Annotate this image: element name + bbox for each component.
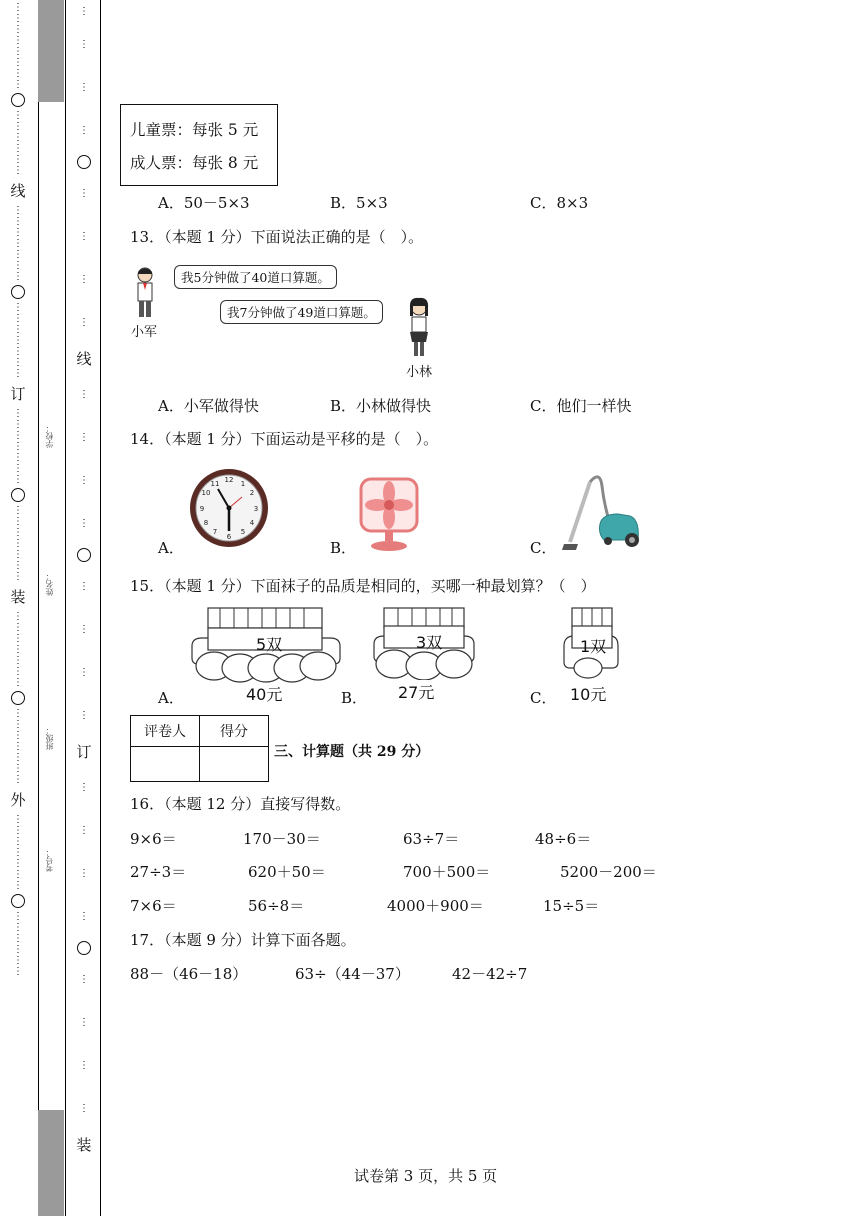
svg-text:10: 10 (201, 489, 211, 497)
q14-option-c: C． (530, 539, 557, 557)
socks-pack-3-label: 3双 (416, 633, 443, 652)
svg-text:12: 12 (224, 476, 234, 484)
svg-text:5: 5 (240, 528, 246, 536)
svg-text:2: 2 (249, 489, 255, 497)
girl-speech-bubble: 我7分钟做了49道口算题。 (220, 300, 383, 324)
q16-item: 48÷6＝ (535, 830, 592, 848)
q16-item: 63÷7＝ (403, 830, 460, 848)
class-field-label: 班级： (45, 726, 54, 750)
electric-fan-icon (358, 476, 420, 552)
q16-item: 27÷3＝ (130, 863, 187, 881)
binding-circle (11, 691, 25, 705)
q13-stem: 13．（本题 1 分）下面说法正确的是（ ）。 (130, 228, 424, 246)
q16-item: 9×6＝ (130, 830, 177, 848)
q15-option-a: A． (158, 689, 184, 707)
svg-text:8: 8 (203, 519, 209, 527)
ticket-price-box (120, 104, 278, 186)
inner-dotted-line: ⋮ ⋮ ⋮ ⋮ ⋮ ⋮ ⋮ ⋮ 线 ⋮ ⋮ ⋮ ⋮ ⋮ ⋮ ⋮ ⋮ 订 ⋮ ⋮ ⋮ ⋮ ⋮ ⋮ ⋮ ⋮ 装 (76, 6, 92, 1154)
boy-speech-bubble: 我5分钟做了40道口算题。 (174, 265, 337, 289)
boy-figure-icon (132, 266, 158, 322)
outer-dotted-line: ⋮ ⋮ ⋮ ⋮ ⋮ ⋮ ⋮ ⋮ ⋮ ⋮ ⋮ ⋮ ⋮ ⋮ 线 ⋮ ⋮ ⋮ ⋮ ⋮ ⋮ ⋮ ⋮ ⋮ ⋮ ⋮ ⋮ ⋮ ⋮ 订 ⋮ ⋮ ⋮ ⋮ ⋮ ⋮ ⋮ ⋮ ⋮ ⋮ ⋮ ⋮ ⋮ ⋮ 装 ⋮ ⋮ ⋮ ⋮ ⋮ ⋮ ⋮ ⋮ ⋮ ⋮ ⋮ ⋮ ⋮ ⋮ 外 ⋮ ⋮ ⋮ ⋮ ⋮ ⋮ ⋮ ⋮ ⋮ ⋮ ⋮ ⋮ ⋮ (10, 2, 26, 977)
binding-char: 订 (10, 385, 26, 403)
svg-text:6: 6 (226, 533, 232, 541)
q13-option-a: A．小军做得快 (158, 397, 259, 415)
section-3-title: 三、计算题（共 29 分） (274, 744, 430, 760)
boy-name: 小军 (131, 325, 158, 340)
clock-icon (188, 467, 270, 549)
svg-text:3: 3 (253, 505, 259, 513)
svg-text:7: 7 (212, 528, 218, 536)
binding-char: 装 (10, 588, 26, 606)
exam-number-field-label: 考号： (45, 848, 54, 872)
q17-item: 42－42÷7 (452, 965, 528, 983)
q14-stem: 14．（本题 1 分）下面运动是平移的是（ ）。 (130, 430, 439, 448)
q16-item: 700＋500＝ (403, 863, 491, 881)
binding-strip-fields (38, 0, 66, 1216)
girl-figure-icon (404, 296, 434, 360)
q16-stem: 16．（本题 12 分）直接写得数。 (130, 795, 351, 813)
svg-text:9: 9 (199, 505, 205, 513)
score-header: 得分 (200, 716, 269, 747)
q12-option-c: C．8×3 (530, 194, 589, 212)
q16-item: 7×6＝ (130, 897, 177, 915)
grader-header: 评卷人 (131, 716, 200, 747)
socks-pack-5-price: 40元 (246, 685, 283, 704)
q16-item: 620＋50＝ (248, 863, 326, 881)
socks-pack-1-label: 1双 (580, 637, 607, 656)
binding-char: 线 (10, 182, 26, 200)
q17-stem: 17．（本题 9 分）计算下面各题。 (130, 931, 356, 949)
svg-text:4: 4 (249, 519, 255, 527)
q16-item: 56÷8＝ (248, 897, 305, 915)
q15-option-c: C． (530, 689, 557, 707)
binding-char: 外 (10, 791, 26, 809)
score-cell[interactable] (200, 747, 269, 782)
q14-option-a: A． (158, 539, 184, 557)
q14-option-b: B． (330, 539, 357, 557)
page-footer: 试卷第 3 页，共 5 页 (354, 1167, 498, 1185)
vacuum-cleaner-icon (560, 474, 642, 552)
binding-char: 订 (76, 743, 92, 761)
socks-pack-5-label: 5双 (256, 635, 283, 654)
gray-block-bottom (38, 1110, 64, 1216)
q16-item: 4000＋900＝ (387, 897, 484, 915)
binding-strip-outer (0, 0, 36, 1216)
child-ticket-price: 儿童票：每张 5 元 (130, 121, 259, 139)
binding-circle (77, 548, 91, 562)
girl-name: 小林 (406, 365, 433, 380)
grader-cell[interactable] (131, 747, 200, 782)
binding-char: 线 (76, 350, 92, 368)
q15-option-b: B． (341, 689, 368, 707)
q12-option-b: B．5×3 (330, 194, 388, 212)
binding-circle (77, 155, 91, 169)
q13-option-c: C．他们一样快 (530, 397, 632, 415)
binding-circle (11, 93, 25, 107)
binding-char: 装 (76, 1136, 92, 1154)
q16-item: 5200－200＝ (560, 863, 657, 881)
q17-item: 63÷（44－37） (295, 965, 410, 983)
q16-item: 15÷5＝ (543, 897, 600, 915)
q16-item: 170－30＝ (243, 830, 321, 848)
svg-text:11: 11 (210, 480, 220, 488)
gray-block-top (38, 0, 64, 102)
adult-ticket-price: 成人票：每张 8 元 (130, 154, 259, 172)
q17-item: 88－（46－18） (130, 965, 248, 983)
binding-circle (11, 285, 25, 299)
q13-option-b: B．小林做得快 (330, 397, 432, 415)
binding-strip-inner (66, 0, 101, 1216)
binding-circle (11, 488, 25, 502)
score-table (130, 715, 269, 782)
binding-circle (11, 894, 25, 908)
socks-pack-3-price: 27元 (398, 683, 435, 702)
socks-pack-1-price: 10元 (570, 685, 607, 704)
name-field-label: 姓名： (45, 572, 54, 596)
binding-circle (77, 941, 91, 955)
q12-option-a: A．50－5×3 (158, 194, 250, 212)
svg-text:1: 1 (240, 480, 246, 488)
school-field-label: 学校： (45, 424, 54, 448)
q15-stem: 15．（本题 1 分）下面袜子的品质是相同的，买哪一种最划算？（ ） (130, 577, 596, 595)
